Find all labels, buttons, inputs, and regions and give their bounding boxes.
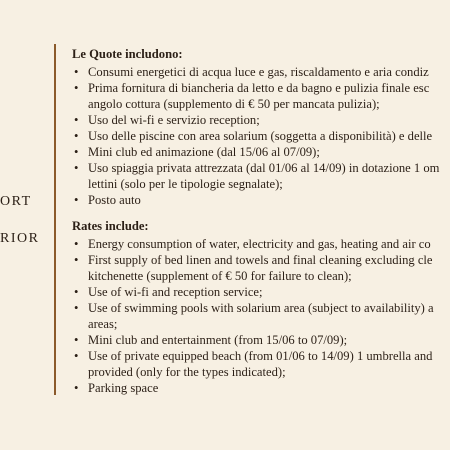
list-item-text: • Prima fornitura di biancheria da letto e da bagno e pulizia finale esc [88,81,430,95]
list-item-text: • Mini club and entertainment (from 15/06 to 07/09); [88,333,348,347]
list-item [72,128,450,144]
list-item-text: angolo cottura (supplemento di € 50 per mancata pulizia); [88,97,380,111]
italian-inclusions-list [72,64,450,208]
english-section [72,218,450,396]
list-item-text: • Uso delle piscine con area solarium (soggetta a disponibilità) e delle [88,129,433,143]
list-item [72,332,450,348]
list-item-text: • Use of private equipped beach (from 01/06 to 14/09) 1 umbrella and [88,349,433,363]
list-item [72,144,450,160]
list-item [72,160,450,192]
list-item-text: • Use of wi-fi and reception service; [88,285,263,299]
list-item-text: provided (only for the types indicated); [88,365,286,379]
list-item-text: areas; [88,317,118,331]
list-item-text: • Consumi energetici di acqua luce e gas, riscaldamento e aria condiz [88,65,429,79]
left-heading-fragment: RIOR [0,231,40,246]
vertical-divider [54,44,56,395]
list-item [72,252,450,284]
italian-section-title: Le Quote includono: [72,47,183,61]
list-item-text: • Parking space [88,381,159,395]
list-item-text: • Mini club ed animazione (dal 15/06 al 07/09); [88,145,320,159]
list-item-text: • Use of swimming pools with solarium area (subject to availability) a [88,301,434,315]
english-inclusions-list [72,236,450,396]
list-item [72,192,450,208]
english-section-title: Rates include: [72,219,149,233]
list-item [72,64,450,80]
rates-content [72,46,450,396]
list-item [72,380,450,396]
list-item-text: • Uso del wi-fi e servizio reception; [88,113,260,127]
list-item [72,300,450,332]
list-item [72,112,450,128]
left-heading-fragment: ORT [0,194,32,209]
list-item [72,236,450,252]
list-item [72,348,450,380]
list-item-text: • Uso spiaggia privata attrezzata (dal 01/06 al 14/09) in dotazione 1 om [88,161,440,175]
list-item-text: lettini (solo per le tipologie segnalate); [88,177,283,191]
list-item-text: • Posto auto [88,193,141,207]
list-item [72,284,450,300]
list-item [72,80,450,112]
list-item-text: • Energy consumption of water, electricity and gas, heating and air co [88,237,431,251]
italian-section [72,46,450,208]
list-item-text: kitchenette (supplement of € 50 for failure to clean); [88,269,352,283]
list-item-text: • First supply of bed linen and towels and final cleaning excluding cle [88,253,433,267]
